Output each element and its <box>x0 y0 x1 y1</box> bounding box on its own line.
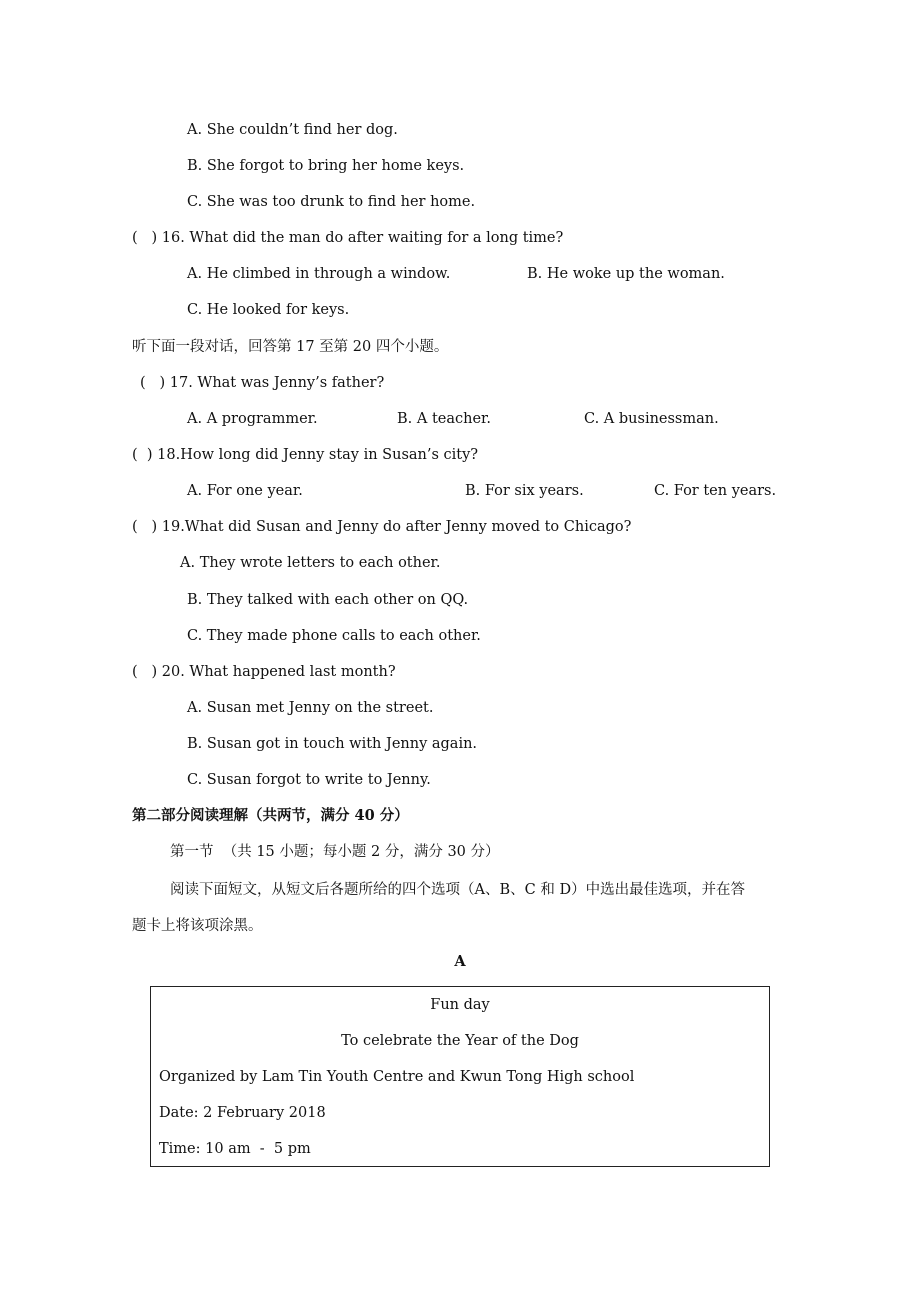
listening-instruction: 听下面一段对话，回答第 17 至第 20 四个小题。 <box>132 339 449 355</box>
notice-title: Fun day <box>430 997 490 1013</box>
q19-stem: ( ) 19.What did Susan and Jenny do after Jenny moved to Chicago? <box>132 519 632 535</box>
section1-heading: 第一节 （共 15 小题；每小题 2 分，满分 30 分） <box>170 844 500 860</box>
directions-line2: 题卡上将该项涂黑。 <box>132 918 263 934</box>
q17-option-c: C. A businessman. <box>584 411 719 427</box>
q20-option-c: C. Susan forgot to write to Jenny. <box>187 772 431 788</box>
q19-option-c: C. They made phone calls to each other. <box>187 628 481 644</box>
q17-option-a: A. A programmer. <box>187 411 318 427</box>
q19-option-a: A. They wrote letters to each other. <box>180 555 441 571</box>
q16-option-c: C. He looked for keys. <box>187 302 350 318</box>
q20-stem: ( ) 20. What happened last month? <box>132 664 396 680</box>
q16-option-b: B. He woke up the woman. <box>527 266 725 282</box>
passage-label: A <box>454 953 466 970</box>
q20-option-b: B. Susan got in touch with Jenny again. <box>187 736 478 752</box>
q18-option-b: B. For six years. <box>465 483 584 499</box>
part2-heading: 第二部分阅读理解（共两节，满分 40 分） <box>132 807 409 824</box>
notice-subtitle: To celebrate the Year of the Dog <box>341 1033 579 1049</box>
q16-option-a: A. He climbed in through a window. <box>187 266 451 282</box>
notice-box <box>150 986 770 1167</box>
q18-option-a: A. For one year. <box>187 483 303 499</box>
q15-option-a: A. She couldn’t find her dog. <box>187 122 398 138</box>
directions-line1: 阅读下面短文，从短文后各题所给的四个选项（A、B、C 和 D）中选出最佳选项，并在答 <box>170 882 746 898</box>
q20-option-a: A. Susan met Jenny on the street. <box>187 700 434 716</box>
notice-date: Date: 2 February 2018 <box>159 1105 326 1121</box>
q19-option-b: B. They talked with each other on QQ. <box>187 592 469 608</box>
q18-stem: ( ) 18.How long did Jenny stay in Susan’s city? <box>132 447 479 463</box>
notice-time: Time: 10 am - 5 pm <box>159 1141 311 1157</box>
q16-stem: ( ) 16. What did the man do after waiting for a long time? <box>132 230 564 246</box>
q18-option-c: C. For ten years. <box>654 483 777 499</box>
q15-option-c: C. She was too drunk to find her home. <box>187 194 476 210</box>
q17-option-b: B. A teacher. <box>397 411 491 427</box>
notice-organizer: Organized by Lam Tin Youth Centre and Kwun Tong High school <box>159 1069 635 1085</box>
q15-option-b: B. She forgot to bring her home keys. <box>187 158 465 174</box>
q17-stem: ( ) 17. What was Jenny’s father? <box>140 375 385 391</box>
